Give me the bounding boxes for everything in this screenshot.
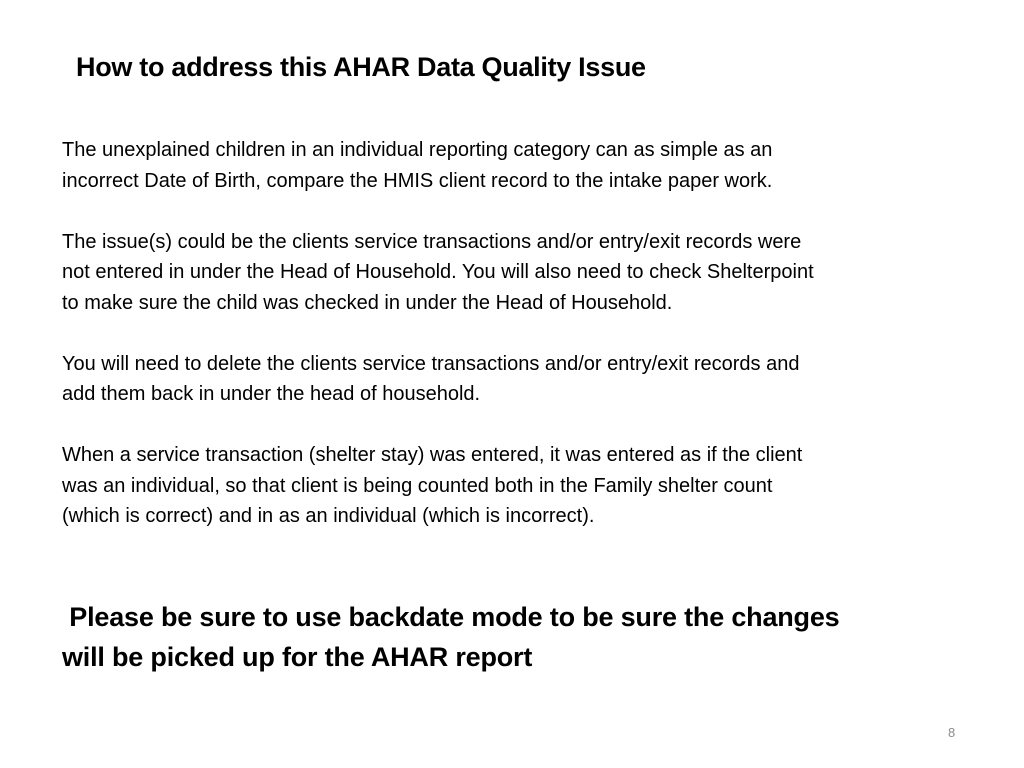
paragraph-line: was an individual, so that client is being counted both in the Family shelter count xyxy=(62,474,773,497)
paragraph-line: not entered in under the Head of Household. You will also need to check Shelterpoint xyxy=(62,261,814,283)
slide-body xyxy=(62,135,962,562)
callout-line: will be picked up for the AHAR report xyxy=(62,642,533,672)
callout-line: Please be sure to use backdate mode to be sure the changes xyxy=(62,602,840,632)
paragraph-date-of-birth xyxy=(62,135,962,196)
paragraph-line: The unexplained children in an individual reporting category can as simple as an xyxy=(62,139,773,161)
paragraph-line: add them back in under the head of household. xyxy=(62,383,481,405)
page-number: 8 xyxy=(948,725,956,740)
paragraph-line: to make sure the child was checked in under the Head of Household. xyxy=(62,291,673,314)
backdate-callout xyxy=(62,597,839,677)
paragraph-delete-records xyxy=(62,349,962,410)
paragraph-line: (which is correct) and in as an individual (which is incorrect). xyxy=(62,505,595,527)
slide-title: How to address this AHAR Data Quality Issue xyxy=(76,52,646,82)
paragraph-line: You will need to delete the clients service transactions and/or entry/exit records and xyxy=(62,352,800,375)
paragraph-line: The issue(s) could be the clients service transactions and/or entry/exit records were xyxy=(62,230,802,253)
paragraph-service-transaction xyxy=(62,440,962,532)
paragraph-head-of-household xyxy=(62,227,962,319)
paragraph-line: incorrect Date of Birth, compare the HMIS client record to the intake paper work. xyxy=(62,169,773,192)
paragraph-line: When a service transaction (shelter stay) was entered, it was entered as if the client xyxy=(62,444,803,466)
